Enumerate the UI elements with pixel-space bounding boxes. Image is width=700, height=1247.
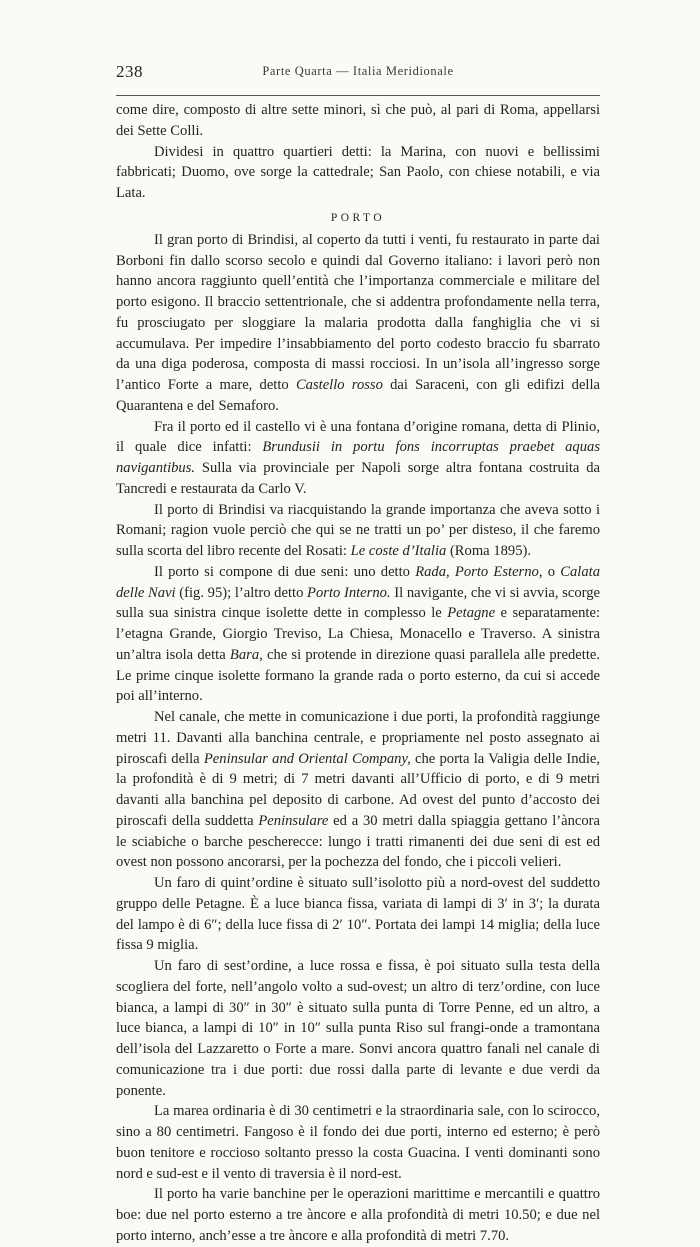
text-run: dai Saraceni, con gli edifizi della Quarantena e del Semaforo.	[116, 377, 601, 414]
text-run: che porta la Valigia delle Indie, la profondità è di 9 metri; di 7 metri davanti all’Ufficio di porto, e di 9 metri davanti alla banchina pel deposito di carbone. Ad ovest del punto d’accosto dei piroscafi della suddetta	[116, 750, 600, 829]
paragraph	[116, 562, 600, 707]
text-run: Un faro di sest’ordine, a luce rossa e fissa, è poi situato sulla testa della scogliera del forte, nell’angolo volto a sud-ovest; un altro di terz’ordine, con luce bianca, a lampi di 30″ in 30″ è situato sulla punta di Torre Penne, ed un altro, a luce bianca, a lampi di 10″ in 10″ sulla punta Riso sul frangi-onde a tramontana dell’isola del Lazzaretto o Forte a mare. Sonvi ancora quattro fanali nel canale di comunicazione tra i due porti: due rossi dalla parte di levante e due verdi da ponente.	[116, 958, 600, 1099]
text-run: Nel canale, che mette in comunicazione i due porti, la profondità raggiunge metri 11. Davanti alla banchina centrale, e propriamente nel posto assegnato ai piroscafi della	[116, 709, 600, 767]
italic-text: Rada, Porto Esterno,	[415, 563, 543, 580]
intro-paragraphs	[116, 100, 600, 204]
running-head-title: Parte Quarta — Italia Meridionale	[262, 64, 454, 78]
paragraph	[116, 500, 600, 562]
paragraph	[116, 1101, 600, 1184]
italic-text: Castello rosso	[295, 377, 383, 393]
paragraph	[116, 956, 600, 1101]
text-run: Il porto ha varie banchine per le operazioni marittime e mercantili e quattro boe: due nel porto esterno a tre àncore e alla profondità di metri 10.50; e due nel porto interno, anch’esse a tre àncore e alla profondità di metri 7.70.	[116, 1186, 600, 1244]
paragraph	[116, 100, 600, 142]
running-head	[116, 62, 600, 84]
italic-text: Calata delle Navi	[116, 563, 601, 601]
text-run: o	[542, 563, 561, 580]
italic-text: Bara,	[229, 646, 263, 663]
text-run: Il navigante, che vi si avvia, scorge sulla sua sinistra cinque isolette dette in complesso le	[116, 584, 600, 622]
text-run: Il porto si compone di due seni: uno detto	[153, 563, 416, 580]
text-run: Dividesi in quattro quartieri detti: la Marina, con nuovi e bellissimi fabbricati; Duomo, ove sorge la cattedrale; San Paolo, con chiese notabili, e via Lata.	[116, 143, 600, 201]
paragraph	[116, 1184, 600, 1246]
section-title: PORTO	[330, 211, 386, 224]
paragraph	[116, 142, 600, 204]
italic-text: Peninsular and Oriental Company,	[203, 750, 411, 767]
text-run: Fra il porto ed il castello vi è una fontana d’origine romana, detta di Plinio, il quale dice infatti:	[116, 418, 600, 456]
page-body	[116, 100, 600, 1247]
text-run: Il porto di Brindisi va riacquistando la grande importanza che aveva sotto i Romani; ragion vuole perciò che qui se ne tratti un po’ per disteso, il che faremo sulla scorta del libro recente del Rosati:	[116, 501, 600, 559]
text-run: ed a 30 metri dalla spiaggia gettano l’àncora le sciabiche o barche pescherecce: lungo i tratti rimanenti dei due seni di est ed ovest non possono ancorarsi, per la pochezza del fondo, che i piccoli velieri.	[116, 812, 600, 871]
porto-paragraphs	[116, 230, 600, 1247]
page-number: 238	[116, 62, 143, 81]
text-run: La marea ordinaria è di 30 centimetri e la straordinaria sale, con lo scirocco, sino a 80 centimetri. Fangoso è il fondo dei due porti, interno ed esterno; è però buon tenitore e roccioso soltanto presso la costa Guacina. I venti dominanti sono nord e sud-est e il vento di traversia è il nord-est.	[116, 1103, 600, 1182]
header-rule	[116, 95, 600, 96]
italic-text: Porto Interno.	[307, 584, 391, 601]
text-run: Un faro di quint’ordine è situato sull’isolotto più a nord-ovest del suddetto gruppo delle Petagne. È a luce bianca fissa, variata di lampi di 3′ in 3′; la durata del lampo è di 6″; della luce fissa di 2′ 10″. Portata dei lampi 14 miglia; della luce fissa 9 miglia.	[116, 875, 600, 954]
italic-text: Brundusii in portu fons incorruptas praebet aquas navigantibus.	[116, 439, 600, 476]
text-run: Il gran porto di Brindisi, al coperto da tutti i venti, fu restaurato in parte dai Borboni fin dallo scorso secolo e quindi dal Governo italiano: i lavori però non hanno ancora raggiunto quell’entità che l’importanza commerciale e militare del porto esigono. Il braccio settentrionale, che si addentra profondamente nella terra, fu prosciugato per sloggiare la malaria prodotta dalla fanghiglia che vi si accumulava. Per impedire l’insabbiamento del porto codesto braccio fu sbarrato da una diga poderosa, composta di massi rocciosi. In un’isola all’ingresso sorge l’antico Forte a mare, detto	[116, 231, 600, 393]
italic-text: Le coste d’Italia	[350, 543, 447, 559]
paragraph	[116, 417, 600, 500]
italic-text: Peninsulare	[258, 812, 329, 829]
paragraph	[116, 873, 600, 956]
text-run: come dire, composto di altre sette minori, sì che può, al pari di Roma, appellarsi dei Sette Colli.	[116, 102, 600, 139]
italic-text: Petagne	[447, 605, 496, 622]
text-run: Sulla via provinciale per Napoli sorge altra fontana costruita da Tancredi e restaurata da Carlo V.	[116, 460, 600, 497]
text-run: che si protende in direzione quasi parallela alle predette. Le prime cinque isolette formano la grande rada o porto esterno, da cui si accede poi all’interno.	[116, 646, 601, 705]
paragraph	[116, 230, 600, 417]
text-run: e separatamente: l’etagna Grande, Giorgio Treviso, La Chiesa, Monacello e Traverso. A sinistra un’altra isola detta	[116, 605, 600, 663]
text-run: (Roma 1895).	[446, 543, 532, 559]
text-run: (fig. 95); l’altro detto	[175, 584, 308, 601]
paragraph	[116, 707, 600, 873]
